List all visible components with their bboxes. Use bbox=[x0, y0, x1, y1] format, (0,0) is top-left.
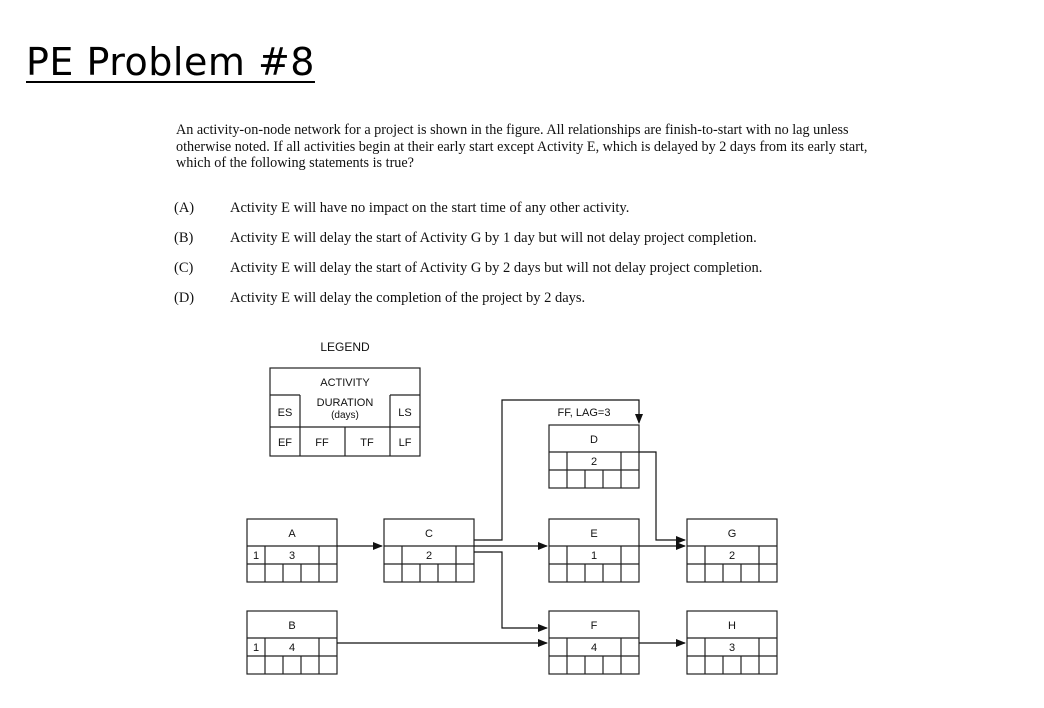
node-a-duration: 3 bbox=[288, 550, 296, 562]
node-d-name: D bbox=[590, 434, 598, 446]
node-g-name: G bbox=[727, 528, 737, 540]
option-text: Activity E will have no impact on the start time of any other activity. bbox=[230, 200, 630, 216]
option-label: (D) bbox=[174, 290, 195, 306]
node-h-duration: 3 bbox=[728, 642, 736, 654]
node-a-name: A bbox=[288, 528, 296, 540]
legend-tf: TF bbox=[360, 437, 374, 449]
node-c-duration: 2 bbox=[425, 550, 433, 562]
node-d-duration: 2 bbox=[590, 456, 598, 468]
legend-es: ES bbox=[277, 407, 293, 419]
option-label: (A) bbox=[174, 200, 195, 216]
legend-duration-units: (days) bbox=[331, 410, 359, 421]
arrow-c-f bbox=[474, 552, 547, 628]
page-title: PE Problem #8 bbox=[26, 40, 315, 84]
legend-title: LEGEND bbox=[320, 340, 370, 354]
legend-ff: FF bbox=[315, 437, 329, 449]
node-h-name: H bbox=[728, 620, 736, 632]
node-e-duration: 1 bbox=[590, 550, 598, 562]
option-label: (C) bbox=[174, 260, 194, 276]
node-a-es: 1 bbox=[252, 550, 260, 562]
option-text: Activity E will delay the start of Activity G by 2 days but will not delay project completion. bbox=[230, 260, 763, 276]
node-f-duration: 4 bbox=[590, 642, 598, 654]
arrow-d-g bbox=[639, 452, 685, 540]
node-b-es: 1 bbox=[252, 642, 260, 654]
legend-lf: LF bbox=[398, 437, 412, 449]
legend-duration: DURATION bbox=[316, 397, 374, 409]
option-text: Activity E will delay the completion of the project by 2 days. bbox=[230, 290, 586, 306]
node-g-duration: 2 bbox=[728, 550, 736, 562]
problem-statement: An activity-on-node network for a project is shown in the figure. All relationships are finish-to-start with no lag unless otherwise noted. If all activities begin at their early start except Activity E, which is delayed by 2 days from its early start, which of the following statements is true? bbox=[176, 122, 868, 171]
legend-ls: LS bbox=[398, 407, 412, 419]
lag-label: FF, LAG=3 bbox=[557, 407, 611, 419]
node-c-name: C bbox=[425, 528, 433, 540]
option-label: (B) bbox=[174, 230, 194, 246]
node-b-name: B bbox=[288, 620, 296, 632]
node-e-name: E bbox=[590, 528, 598, 540]
legend-ef: EF bbox=[277, 437, 293, 449]
option-text: Activity E will delay the start of Activity G by 1 day but will not delay project completion. bbox=[230, 230, 757, 246]
legend-activity: ACTIVITY bbox=[320, 377, 370, 389]
node-f-name: F bbox=[590, 620, 598, 632]
node-b-duration: 4 bbox=[288, 642, 296, 654]
